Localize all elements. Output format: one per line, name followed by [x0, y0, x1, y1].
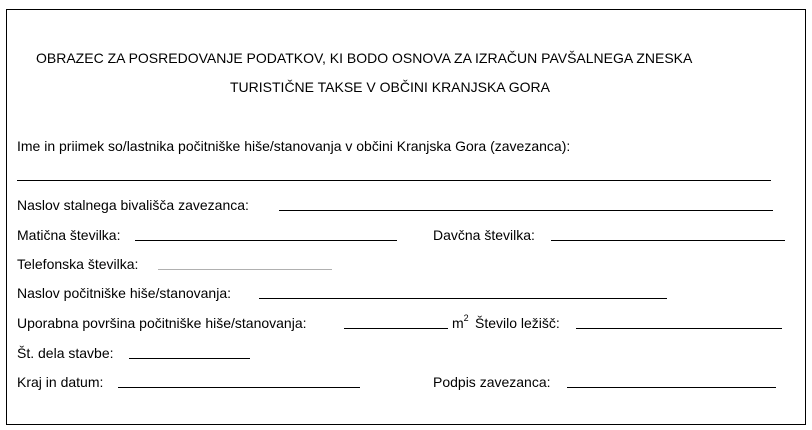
usable-area-label: Uporabna površina počitniške hiše/stanovanja: [17, 315, 307, 331]
beds-count-field[interactable] [576, 328, 782, 329]
permanent-address-label: Naslov stalnega bivališča zavezanca: [17, 197, 249, 213]
owner-name-label: Ime in priimek so/lastnika počitniške hiše/stanovanja v občini Kranjska Gora (zavezanca): [17, 138, 571, 154]
building-part-number-label: Št. dela stavbe: [17, 345, 114, 361]
area-unit [452, 315, 469, 331]
signature-label: Podpis zavezanca: [433, 374, 551, 390]
area-unit-base: m [452, 315, 464, 331]
registration-number-label: Matična številka: [17, 227, 121, 243]
area-unit-exponent: 2 [463, 313, 469, 324]
holiday-home-address-label: Naslov počitniške hiše/stanovanja: [17, 285, 232, 301]
permanent-address-field[interactable] [279, 210, 773, 211]
beds-count-label: Število ležišč: [475, 315, 560, 331]
tax-number-field[interactable] [551, 240, 785, 241]
place-and-date-label: Kraj in datum: [17, 374, 104, 390]
registration-number-field[interactable] [135, 240, 397, 241]
owner-name-field[interactable] [17, 180, 771, 181]
form-border [6, 9, 806, 425]
building-part-number-field[interactable] [129, 358, 250, 359]
phone-number-field[interactable] [158, 269, 332, 270]
place-and-date-field[interactable] [118, 387, 360, 388]
tax-number-label: Davčna številka: [433, 227, 535, 243]
holiday-home-address-field[interactable] [259, 298, 667, 299]
signature-field[interactable] [567, 387, 776, 388]
usable-area-field[interactable] [344, 328, 448, 329]
form-title-line-2: TURISTIČNE TAKSE V OBČINI KRANJSKA GORA [230, 79, 550, 95]
form-title-line-1: OBRAZEC ZA POSREDOVANJE PODATKOV, KI BODO OSNOVA ZA IZRAČUN PAVŠALNEGA ZNESKA [36, 50, 693, 66]
phone-number-label: Telefonska številka: [17, 256, 139, 272]
